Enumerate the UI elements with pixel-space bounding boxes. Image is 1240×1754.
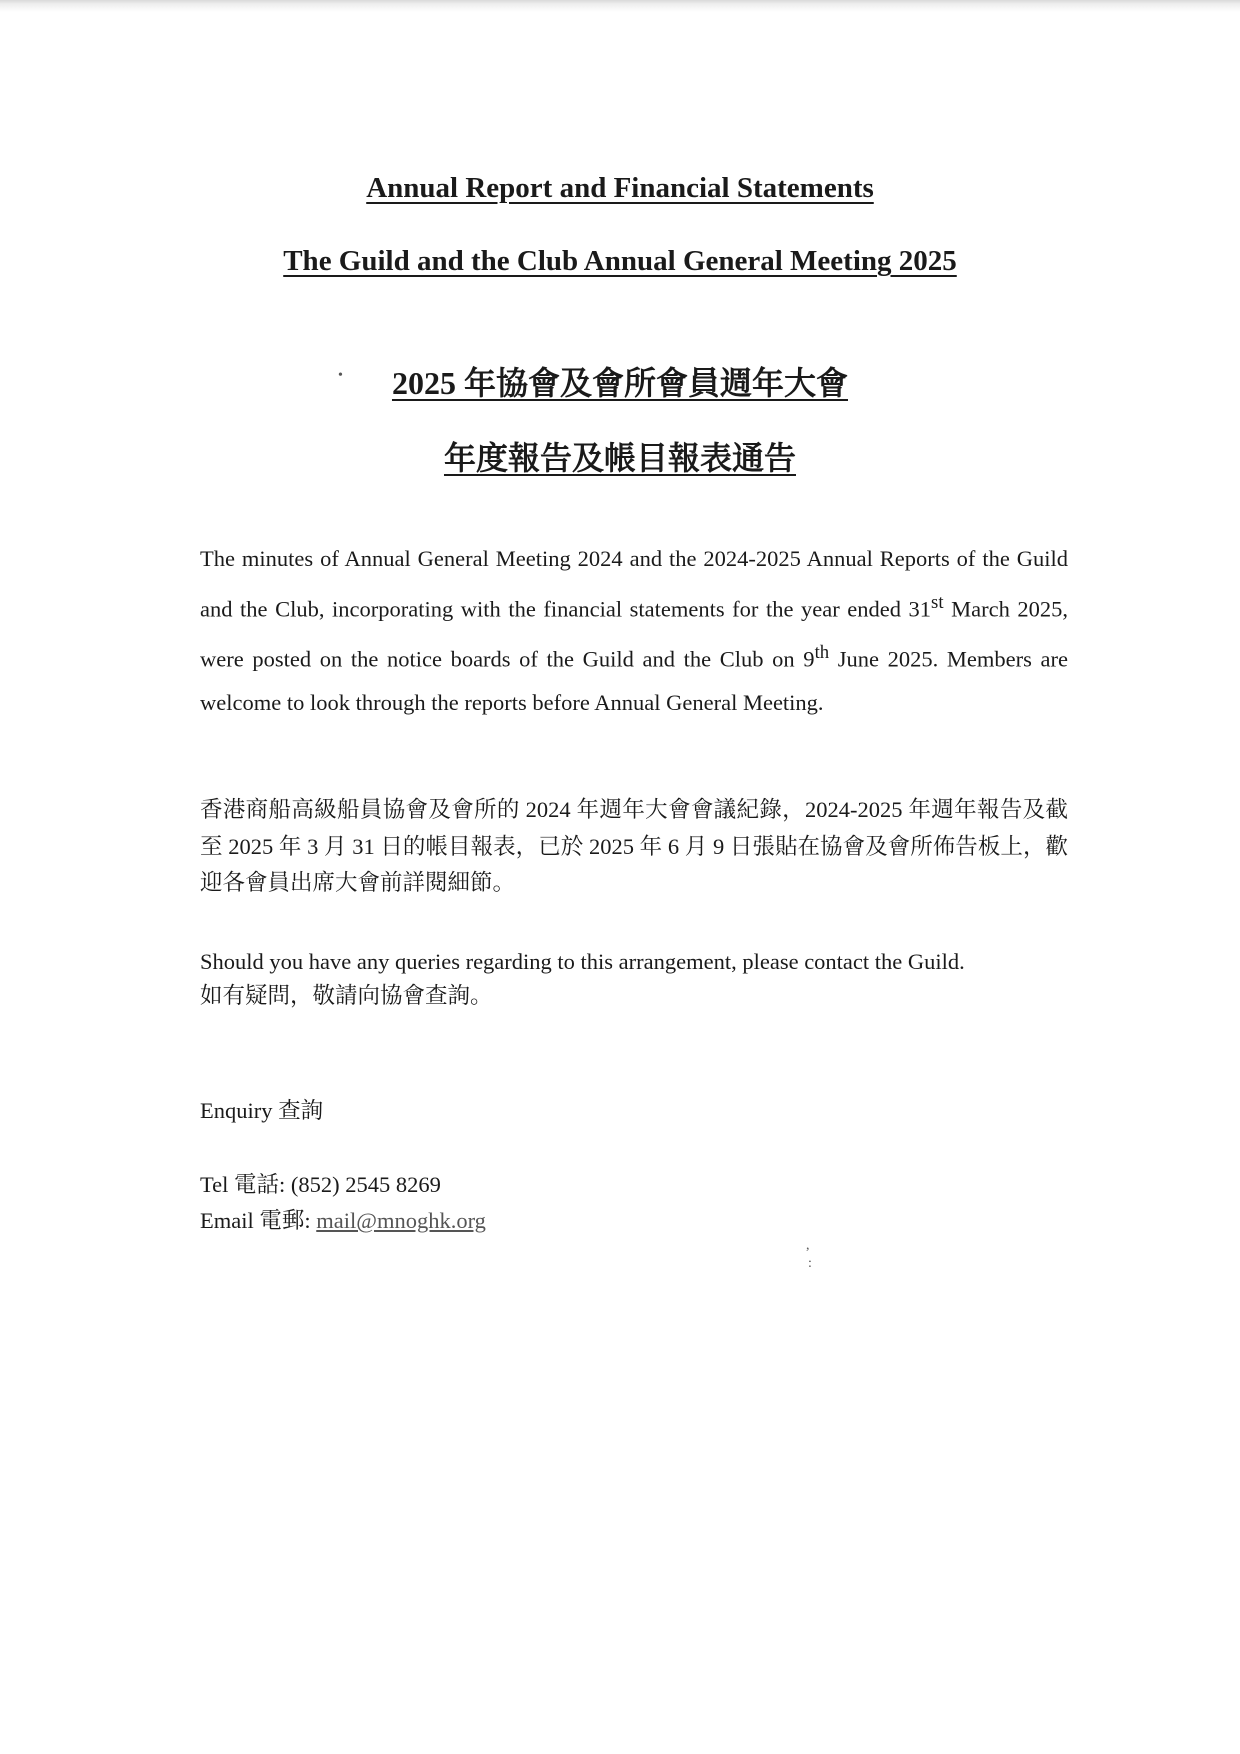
query-note-zh: 如有疑問，敬請向協會查詢。 xyxy=(200,983,493,1008)
notice-text-part-2: March 2025, were posted on the notice boards of the Guild and the Club on 9 xyxy=(200,596,1068,671)
query-note-en: Should you have any queries regarding to this arrangement, please contact the Guild. xyxy=(200,949,965,974)
scan-edge-shadow xyxy=(0,0,1240,12)
notice-text-part-3: June 2025. Members are welcome to look through the reports before Annual General Meeting. xyxy=(200,646,1068,715)
scan-speck-mark: , xyxy=(806,1238,810,1253)
scan-speck-mark: • xyxy=(338,368,343,383)
scan-speck-mark: : xyxy=(808,1256,812,1271)
heading-annual-report: Annual Report and Financial Statements xyxy=(366,172,874,204)
notice-paragraph-zh: 香港商船高級船員協會及會所的 2024 年週年大會會議紀錄，2024-2025 年週年報告及截至 2025 年 3 月 31 日的帳目報表，已於 2025 年 6 月 9 日張貼在協會及會所佈告板上，歡迎各會員出席大會前詳閱細節。 xyxy=(200,797,1068,895)
heading-zh-agm: 2025 年協會及會所會員週年大會 xyxy=(391,365,848,401)
email-link[interactable]: mail@mnoghk.org xyxy=(316,1208,486,1233)
tel-line xyxy=(200,1168,1068,1202)
ordinal-suffix-th: th xyxy=(814,641,830,663)
enquiry-label: Enquiry 查詢 xyxy=(200,1098,324,1123)
tel-number[interactable]: (852) 2545 8269 xyxy=(290,1172,441,1197)
ordinal-suffix-st: st xyxy=(931,591,944,613)
heading-agm-2025: The Guild and the Club Annual General Meeting 2025 xyxy=(283,245,957,277)
notice-text-part-1: The minutes of Annual General Meeting 2024 and the 2024-2025 Annual Reports of the Guild and the Club, incorporating with the financial statements for the year ended 31 xyxy=(200,546,1068,621)
tel-label: Tel 電話: xyxy=(200,1172,286,1197)
notice-paragraph-en xyxy=(200,537,1068,724)
heading-zh-report-notice: 年度報告及帳目報表通告 xyxy=(443,440,796,476)
email-line xyxy=(200,1204,1068,1238)
email-label: Email 電郵: xyxy=(200,1208,311,1233)
